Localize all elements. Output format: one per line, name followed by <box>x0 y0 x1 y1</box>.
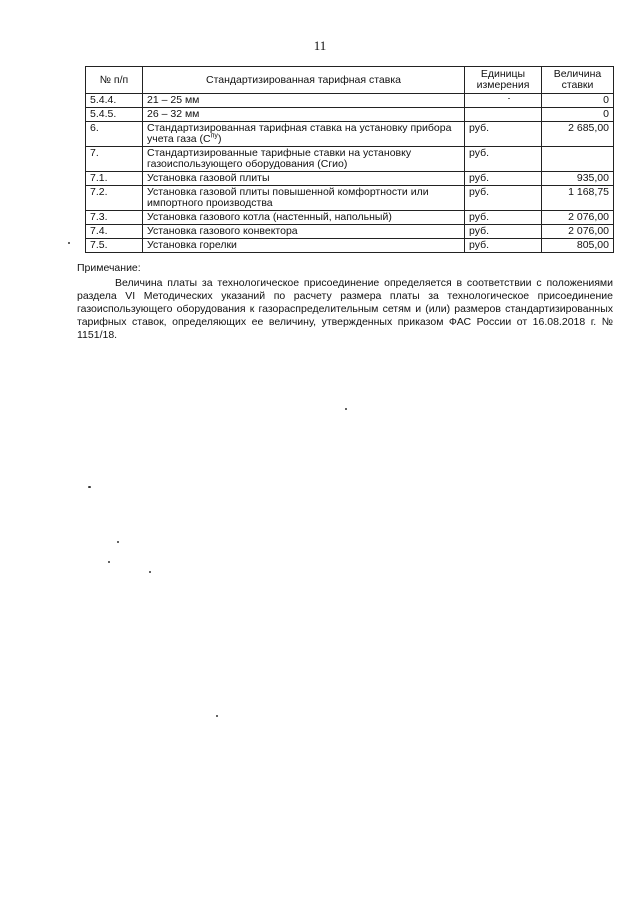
row-unit: руб. <box>465 122 542 147</box>
row-unit: руб. <box>465 172 542 186</box>
table-row <box>86 225 614 239</box>
row-name <box>143 122 465 147</box>
row-value: 2 076,00 <box>542 225 614 239</box>
row-unit <box>465 94 542 108</box>
row-value: 0 <box>542 94 614 108</box>
row-name-tail: ) <box>217 133 222 145</box>
row-num: 7.4. <box>86 225 143 239</box>
row-name-superscript: пу <box>210 132 218 140</box>
row-name: Установка горелки <box>143 239 465 253</box>
row-num: 6. <box>86 122 143 147</box>
table-row <box>86 147 614 172</box>
row-unit: руб. <box>465 211 542 225</box>
scan-speck <box>68 242 70 244</box>
scan-speck <box>345 408 347 410</box>
notes-section <box>77 262 613 342</box>
header-name: Стандартизированная тарифная ставка <box>143 67 465 94</box>
row-name: Стандартизированные тарифные ставки на установку газоиспользующего оборудования (Сгио) <box>143 147 465 172</box>
row-value: 2 685,00 <box>542 122 614 147</box>
row-num: 7. <box>86 147 143 172</box>
notes-body: Величина платы за технологическое присоединение определяется в соответствии с положениями раздела VI Методических указаний по расчету размера платы за технологическое присоединение газоиспользующего оборудования к газораспределительным сетям и (или) размеров стандартизированных тарифных ставок, определяющих ее величину, утвержденных приказом ФАС России от 16.08.2018 г. № 1151/18. <box>77 277 613 341</box>
row-value <box>542 147 614 172</box>
scan-speck <box>149 571 151 573</box>
table-row <box>86 94 614 108</box>
row-name: Установка газовой плиты <box>143 172 465 186</box>
row-unit: руб. <box>465 239 542 253</box>
page-number: 11 <box>313 38 327 53</box>
row-unit <box>465 108 542 122</box>
scan-speck <box>88 486 91 488</box>
row-name: Установка газового конвектора <box>143 225 465 239</box>
row-value: 2 076,00 <box>542 211 614 225</box>
row-num: 5.4.4. <box>86 94 143 108</box>
row-name: 26 – 32 мм <box>143 108 465 122</box>
table-row <box>86 186 614 211</box>
header-value: Величина ставки <box>542 67 614 94</box>
row-name: 21 – 25 мм <box>143 94 465 108</box>
table-row <box>86 122 614 147</box>
row-name: Установка газового котла (настенный, напольный) <box>143 211 465 225</box>
row-unit: руб. <box>465 186 542 211</box>
row-name-text: Стандартизированная тарифная ставка на установку прибора учета газа (С <box>147 122 452 145</box>
row-value: 805,00 <box>542 239 614 253</box>
tariff-rates-table <box>85 66 614 253</box>
header-unit: Единицы измерения <box>465 67 542 94</box>
row-num: 5.4.5. <box>86 108 143 122</box>
table-row <box>86 172 614 186</box>
notes-heading: Примечание: <box>77 262 141 274</box>
scan-speck <box>216 715 218 717</box>
table-row <box>86 108 614 122</box>
row-value: 1 168,75 <box>542 186 614 211</box>
row-num: 7.5. <box>86 239 143 253</box>
table-row <box>86 211 614 225</box>
header-num: № п/п <box>86 67 143 94</box>
row-unit: руб. <box>465 147 542 172</box>
row-unit: руб. <box>465 225 542 239</box>
row-num: 7.1. <box>86 172 143 186</box>
scan-speck <box>108 561 110 563</box>
row-num: 7.2. <box>86 186 143 211</box>
scan-speck <box>117 541 119 543</box>
table-row <box>86 239 614 253</box>
table-header-row <box>86 67 614 94</box>
row-value: 935,00 <box>542 172 614 186</box>
row-name: Установка газовой плиты повышенной комфортности или импортного производства <box>143 186 465 211</box>
row-num: 7.3. <box>86 211 143 225</box>
scan-speck <box>508 98 510 99</box>
row-value: 0 <box>542 108 614 122</box>
